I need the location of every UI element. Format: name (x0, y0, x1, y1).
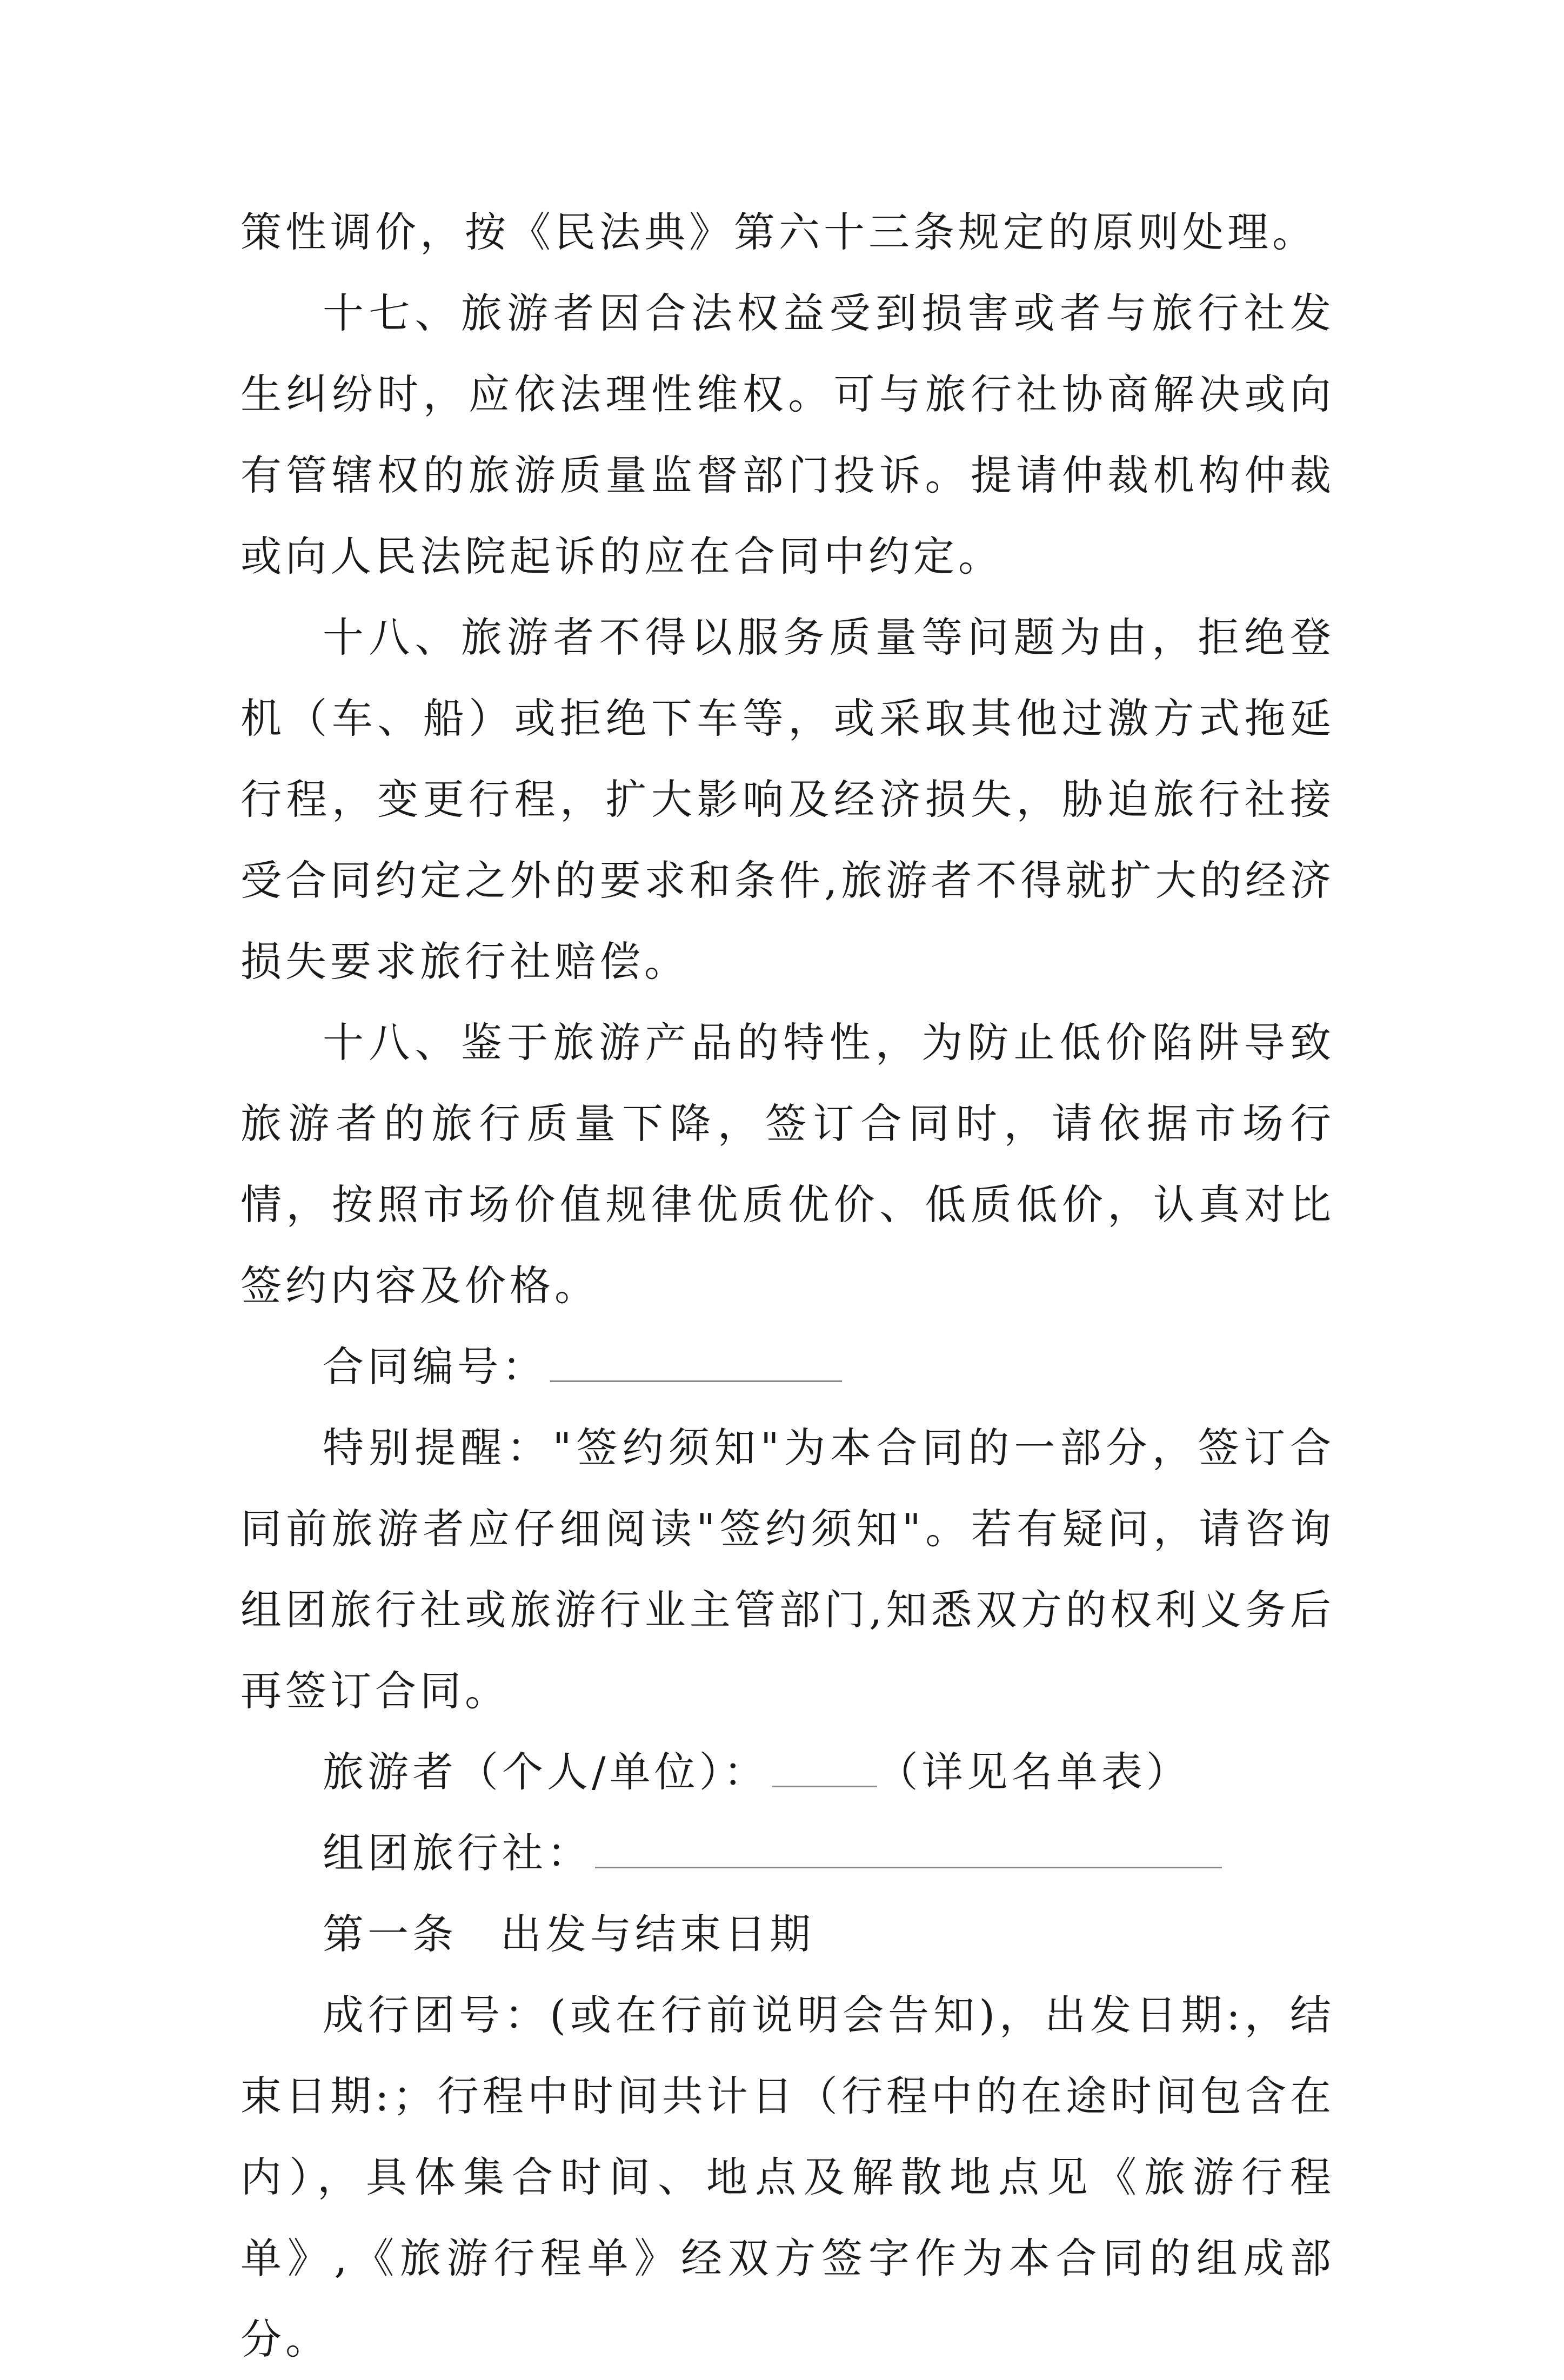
special-reminder: 特别提醒："签约须知"为本合同的一部分，签订合同前旅游者应仔细阅读"签约须知"。若有疑问，请咨询组团旅行社或旅游行业主管部门,知悉双方的权利义务后再签订合同。 (240, 1424, 1335, 1715)
article-1-number: 第一条 (323, 1910, 457, 1958)
agency-row (240, 1813, 1335, 1894)
paragraph-clause-18-conduct: 十八、旅游者不得以服务质量等问题为由，拒绝登机（车、船）或拒绝下车等，或采取其他过激方式拖延行程，变更行程，扩大影响及经济损失，胁迫旅行社接受合同约定之外的要求和条件,旅游者不得就扩大的经济损失要求旅行社赔偿。 (240, 613, 1335, 985)
contract-number-row (240, 1326, 1335, 1407)
agency-blank (595, 1865, 1222, 1868)
article-1-title: 出发与结束日期 (500, 1910, 814, 1958)
contract-number-blank (550, 1378, 842, 1382)
article-1-body: 成行团号：(或在行前说明会告知)，出发日期:，结束日期:；行程中时间共计日（行程中的在途时间包含在内），具体集合时间、地点及解散地点见《旅游行程单》,《旅游行程单》经双方签字作为本合同的组成部分。 (240, 1991, 1335, 2363)
paragraph-clause-17: 十七、旅游者因合法权益受到损害或者与旅行社发生纠纷时，应依法理性维权。可与旅行社协商解决或向有管辖权的旅游质量监督部门投诉。提请仲裁机构仲裁或向人民法院起诉的应在合同中约定。 (240, 289, 1335, 580)
traveler-label: 旅游者（个人/单位）： (323, 1748, 768, 1796)
article-1-heading (240, 1894, 1335, 1975)
document-body (240, 192, 1335, 2380)
traveler-blank (772, 1784, 877, 1787)
contract-number-label: 合同编号： (323, 1343, 547, 1391)
agency-label: 组团旅行社： (323, 1829, 592, 1877)
paragraph-clause-18-pricing: 十八、鉴于旅游产品的特性，为防止低价陷阱导致旅游者的旅行质量下降，签订合同时，请依据市场行情，按照市场价值规律优质优价、低质低价，认真对比签约内容及价格。 (240, 1018, 1335, 1310)
traveler-suffix: （详见名单表） (877, 1748, 1191, 1796)
traveler-row (240, 1732, 1335, 1813)
paragraph-price-adjustment: 策性调价，按《民法典》第六十三条规定的原则处理。 (240, 208, 1317, 256)
